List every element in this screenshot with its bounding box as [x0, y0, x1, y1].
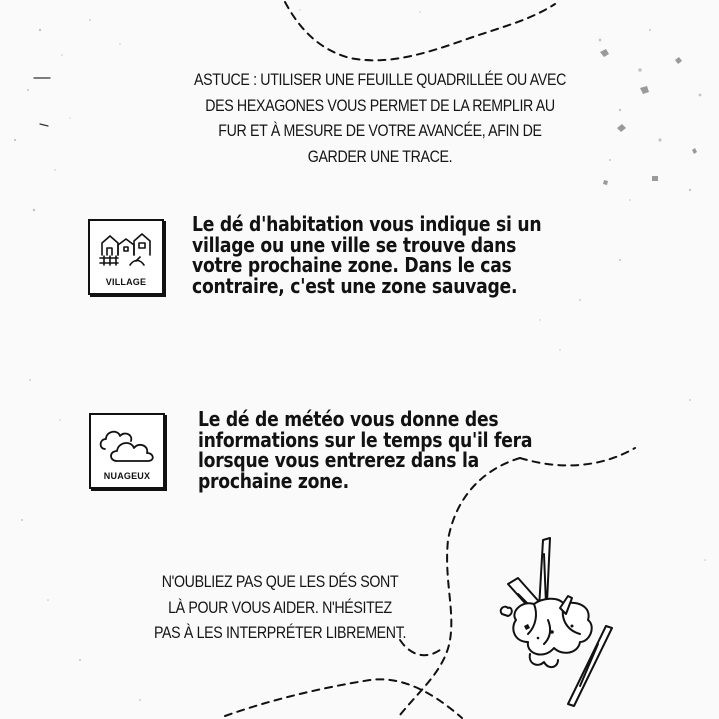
weather-line: lorsque vous entrerez dans la	[198, 448, 479, 472]
weather-label: NUAGEUX	[103, 471, 151, 481]
village-line: votre prochaine zone. Dans le cas	[192, 253, 512, 277]
tip-line: GARDER UNE TRACE.	[307, 147, 453, 166]
weather-line: informations sur le temps qu'il fera	[198, 427, 533, 452]
reminder-line: LÀ POUR VOUS AIDER. N'HÉSITEZ	[168, 598, 392, 617]
reminder-text	[99, 570, 460, 647]
village-label: VILLAGE	[105, 277, 147, 287]
reminder-line: PAS À LES INTERPRÉTER LIBREMENT.	[153, 624, 407, 642]
weather-line: prochaine zone.	[198, 468, 349, 493]
weather-description	[198, 409, 590, 491]
trail-top	[285, 2, 555, 60]
weather-line: Le dé de météo vous donne des	[198, 407, 499, 431]
wood-and-rocks-icon	[488, 534, 618, 709]
village-line: Le dé d'habitation vous indique si un	[192, 212, 542, 236]
tip-text	[156, 68, 603, 170]
tip-line: FUR ET À MESURE DE VOTRE AVANCÉE, AFIN DE	[218, 122, 542, 140]
weather-die-face	[89, 413, 165, 489]
village-die-face	[88, 219, 164, 295]
village-description	[192, 214, 577, 296]
tip-line: ASTUCE : UTILISER UNE FEUILLE QUADRILLÉE OU AVEC	[194, 71, 566, 89]
village-line: village ou une ville se trouve dans	[192, 232, 517, 257]
tip-line: DES HEXAGONES VOUS PERMET DE LA REMPLIR AU	[205, 96, 555, 115]
village-line: contraire, c'est une zone sauvage.	[192, 273, 518, 298]
reminder-line: N'OUBLIEZ PAS QUE LES DÉS SONT	[161, 573, 399, 591]
